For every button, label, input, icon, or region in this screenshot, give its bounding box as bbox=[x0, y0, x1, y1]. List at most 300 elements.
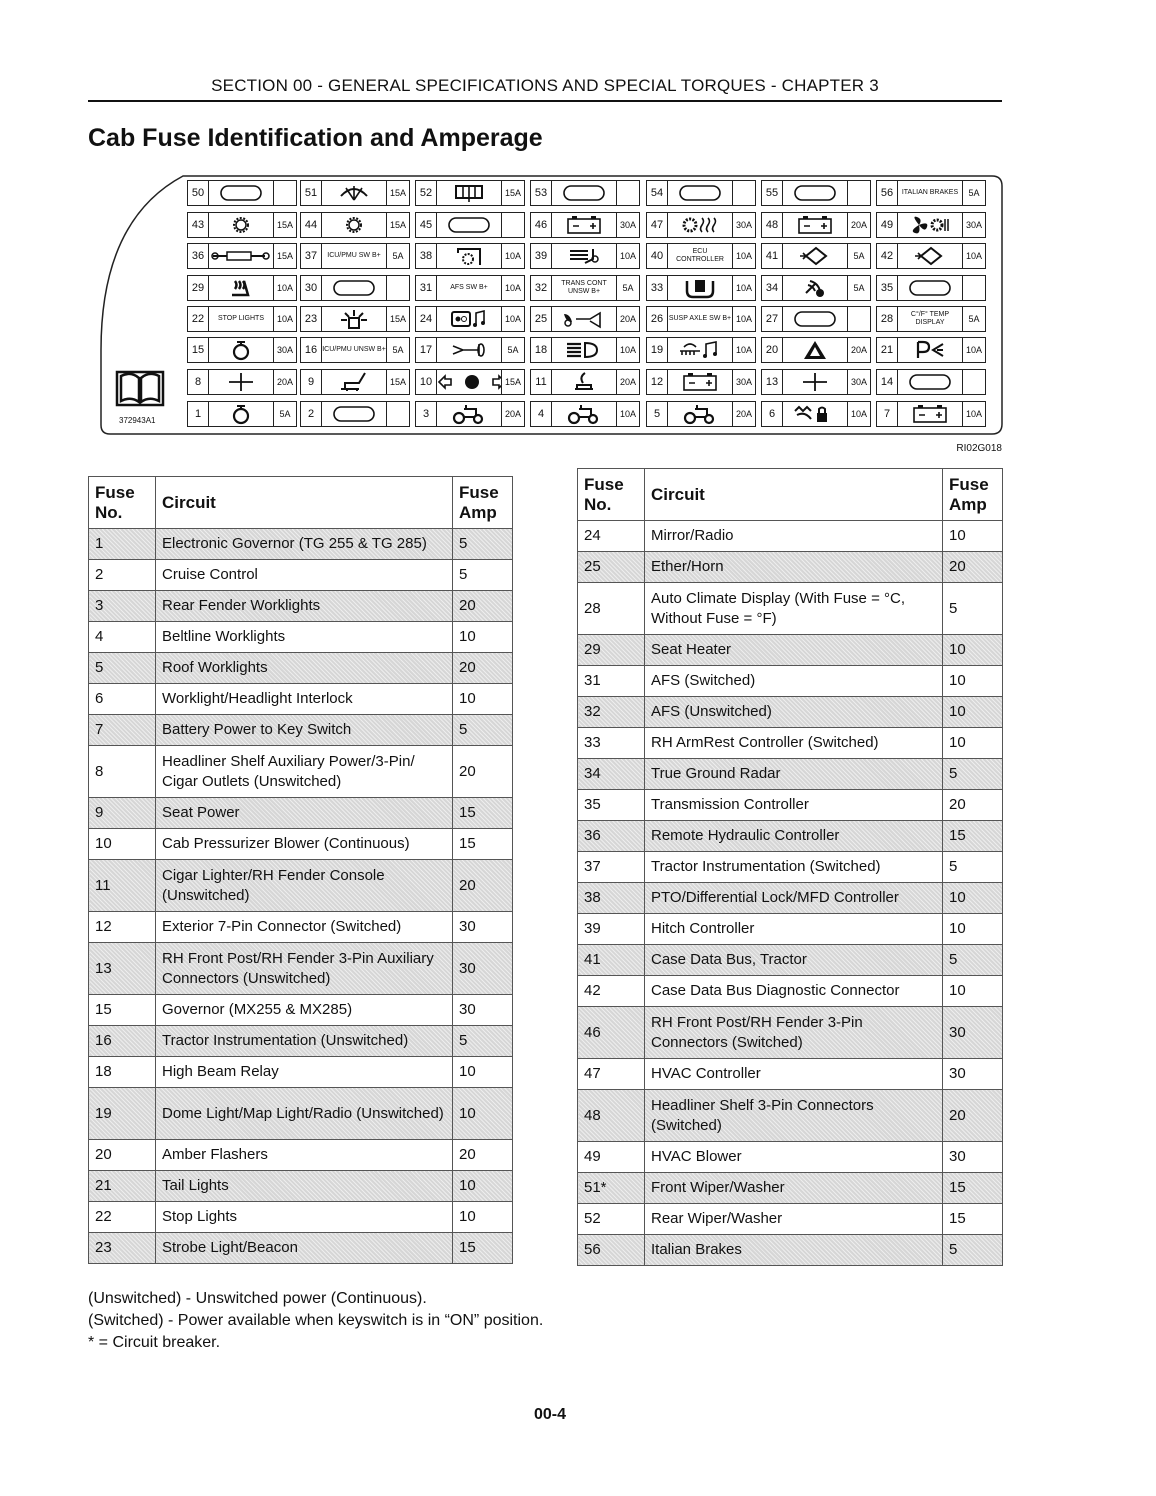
hitch-icon bbox=[437, 244, 501, 268]
table-row bbox=[89, 653, 513, 684]
fuse-number-cell: 36 bbox=[578, 821, 645, 852]
fuse-slot-label: C°/F° TEMP DISPLAY bbox=[910, 311, 950, 326]
fuse-slot-number: 31 bbox=[416, 276, 437, 300]
table-row bbox=[89, 560, 513, 591]
fuse-24-slot bbox=[415, 306, 525, 332]
fuse-slot-amperage: 20A bbox=[847, 338, 870, 362]
fuse-slot-number: 46 bbox=[531, 213, 552, 237]
fuse-number-cell: 8 bbox=[89, 746, 156, 798]
fuse-slot-number: 24 bbox=[416, 307, 437, 331]
fuse-slot-number: 55 bbox=[762, 181, 783, 205]
fuse-slot-number: 53 bbox=[531, 181, 552, 205]
fuse-34-slot bbox=[761, 275, 871, 301]
circuit-cell: Rear Wiper/Washer bbox=[645, 1204, 943, 1235]
amperage-cell: 10 bbox=[943, 635, 1003, 666]
amperage-cell: 10 bbox=[943, 976, 1003, 1007]
fuse-slot-number: 54 bbox=[647, 181, 668, 205]
fuse-slot-label: AFS SW B+ bbox=[450, 284, 488, 291]
worklight-icon bbox=[783, 402, 847, 426]
fuse-number-cell: 16 bbox=[89, 1026, 156, 1057]
amperage-cell: 10 bbox=[943, 883, 1003, 914]
fuse-number-cell: 3 bbox=[89, 591, 156, 622]
table-row bbox=[89, 860, 513, 912]
table-row bbox=[578, 728, 1003, 759]
amperage-cell: 10 bbox=[943, 697, 1003, 728]
fuse-slot-amperage: 20A bbox=[501, 402, 524, 426]
fuse-slot-amperage: 5A bbox=[962, 181, 985, 205]
table-row bbox=[578, 583, 1003, 635]
col-fuse-no: Fuse No. bbox=[89, 477, 156, 529]
fuse-slot-number: 6 bbox=[762, 402, 783, 426]
page-title: Cab Fuse Identification and Amperage bbox=[88, 124, 543, 152]
fuse-number-cell: 7 bbox=[89, 715, 156, 746]
fuse-slot-amperage: 10A bbox=[962, 244, 985, 268]
fuse-slot-number: 37 bbox=[301, 244, 322, 268]
fuse-slot-number: 34 bbox=[762, 276, 783, 300]
fuse-slot-amperage: 20A bbox=[273, 370, 296, 394]
table-row bbox=[89, 622, 513, 653]
fuse-slot-amperage: 15A bbox=[386, 370, 409, 394]
fuse-panel-diagram bbox=[0, 0, 1156, 470]
fuse-number-cell: 4 bbox=[89, 622, 156, 653]
highbeam-icon bbox=[552, 338, 616, 362]
figure-code: 372943A1 bbox=[119, 416, 156, 425]
oval-icon bbox=[783, 307, 847, 331]
fuse-slot-label: SUSP AXLE SW B+ bbox=[668, 315, 732, 322]
amperage-cell: 10 bbox=[453, 1057, 513, 1088]
manual-book-icon bbox=[117, 372, 163, 405]
fuse-slot-number: 29 bbox=[188, 276, 209, 300]
table-row bbox=[578, 521, 1003, 552]
amperage-cell: 30 bbox=[453, 943, 513, 995]
fuse-slot-number: 48 bbox=[762, 213, 783, 237]
fuse-16-slot bbox=[300, 337, 410, 363]
circuit-cell: Worklight/Headlight Interlock bbox=[156, 684, 453, 715]
fuse-slot-amperage: 5A bbox=[273, 402, 296, 426]
table-row bbox=[578, 1090, 1003, 1142]
circuit-cell: Italian Brakes bbox=[645, 1235, 943, 1266]
amperage-cell: 30 bbox=[453, 995, 513, 1026]
gear-icon bbox=[322, 213, 386, 237]
fuse-23-slot bbox=[300, 306, 410, 332]
dome-icon bbox=[668, 338, 732, 362]
fuse-15-slot bbox=[187, 337, 297, 363]
table-row bbox=[578, 945, 1003, 976]
fuse-number-cell: 31 bbox=[578, 666, 645, 697]
circuit-cell: Headliner Shelf Auxiliary Power/3-Pin/ Cigar Outlets (Unswitched) bbox=[156, 746, 453, 798]
fuse-number-cell: 19 bbox=[89, 1088, 156, 1140]
circuit-cell: Front Wiper/Washer bbox=[645, 1173, 943, 1204]
fuse-number-cell: 38 bbox=[578, 883, 645, 914]
amperage-cell: 15 bbox=[943, 1173, 1003, 1204]
amperage-cell: 20 bbox=[453, 653, 513, 684]
fuse-slot-number: 38 bbox=[416, 244, 437, 268]
fuse-slot-amperage: 15A bbox=[501, 370, 524, 394]
circuit-cell: Cigar Lighter/RH Fender Console (Unswitched) bbox=[156, 860, 453, 912]
fuse-slot-amperage: 20A bbox=[732, 402, 755, 426]
amperage-cell: 20 bbox=[453, 746, 513, 798]
fuse-slot-number: 13 bbox=[762, 370, 783, 394]
fuse-33-slot bbox=[646, 275, 756, 301]
fuse-slot-number: 2 bbox=[301, 402, 322, 426]
fuse-46-slot bbox=[530, 212, 640, 238]
fuse-number-cell: 56 bbox=[578, 1235, 645, 1266]
note-switched: (Switched) - Power available when keyswitch is in “ON” position. bbox=[88, 1312, 544, 1329]
fan-icon bbox=[898, 213, 962, 237]
table-row bbox=[578, 1204, 1003, 1235]
amperage-cell: 30 bbox=[943, 1059, 1003, 1090]
fuse-4-slot bbox=[530, 401, 640, 427]
amperage-cell: 15 bbox=[943, 1204, 1003, 1235]
fuse-slot-amperage: 15A bbox=[386, 181, 409, 205]
amperage-cell: 10 bbox=[943, 521, 1003, 552]
amperage-cell: 10 bbox=[453, 684, 513, 715]
fuse-slot-amperage: 30A bbox=[962, 213, 985, 237]
fuse-slot-amperage bbox=[386, 276, 409, 300]
amperage-cell: 20 bbox=[453, 1140, 513, 1171]
fuse-number-cell: 39 bbox=[578, 914, 645, 945]
circuit-cell: Transmission Controller bbox=[645, 790, 943, 821]
fuse-56-slot bbox=[876, 180, 986, 206]
fuse-slot-amperage: 5A bbox=[616, 276, 639, 300]
fuse-slot-number: 14 bbox=[877, 370, 898, 394]
hvac-icon bbox=[668, 213, 732, 237]
table-row bbox=[89, 1088, 513, 1140]
horn-icon bbox=[552, 307, 616, 331]
fuse-number-cell: 1 bbox=[89, 529, 156, 560]
footnotes bbox=[88, 1288, 543, 1354]
fuse-slot-amperage: 10A bbox=[732, 338, 755, 362]
fuse-21-slot bbox=[876, 337, 986, 363]
fuse-slot-number: 17 bbox=[416, 338, 437, 362]
oval-icon bbox=[322, 276, 386, 300]
fuse-slot-amperage: 10A bbox=[273, 307, 296, 331]
circuit-cell: Tail Lights bbox=[156, 1171, 453, 1202]
fuse-slot-number: 25 bbox=[531, 307, 552, 331]
fuse-slot-number: 4 bbox=[531, 402, 552, 426]
fuse-slot-number: 28 bbox=[877, 307, 898, 331]
fuse-17-slot bbox=[415, 337, 525, 363]
hydraulic-icon bbox=[209, 244, 273, 268]
fuse-slot-amperage bbox=[962, 370, 985, 394]
fuse-slot-amperage: 10A bbox=[273, 276, 296, 300]
table-row bbox=[578, 976, 1003, 1007]
tail-icon bbox=[898, 338, 962, 362]
table-row bbox=[89, 1202, 513, 1233]
circuit-cell: AFS (Unswitched) bbox=[645, 697, 943, 728]
fuse-number-cell: 34 bbox=[578, 759, 645, 790]
fuse-number-cell: 5 bbox=[89, 653, 156, 684]
fuse-number-cell: 42 bbox=[578, 976, 645, 1007]
fuse-slot-number: 20 bbox=[762, 338, 783, 362]
fuse-37-slot bbox=[300, 243, 410, 269]
fuse-47-slot bbox=[646, 212, 756, 238]
fuse-slot-number: 56 bbox=[877, 181, 898, 205]
fuse-slot-amperage: 10A bbox=[616, 244, 639, 268]
col-fuse-amp: Fuse Amp bbox=[453, 477, 513, 529]
fuse-number-cell: 37 bbox=[578, 852, 645, 883]
fuse-48-slot bbox=[761, 212, 871, 238]
fuse-41-slot bbox=[761, 243, 871, 269]
fuse-slot-amperage bbox=[847, 307, 870, 331]
fuse-slot-amperage bbox=[273, 181, 296, 205]
fuse-9-slot bbox=[300, 369, 410, 395]
table-row bbox=[578, 1059, 1003, 1090]
fuse-slot-amperage: 30A bbox=[732, 213, 755, 237]
fuse-slot-number: 9 bbox=[301, 370, 322, 394]
fuse-slot-number: 51 bbox=[301, 181, 322, 205]
fuse-number-cell: 52 bbox=[578, 1204, 645, 1235]
fuse-number-cell: 23 bbox=[89, 1233, 156, 1264]
amperage-cell: 5 bbox=[453, 529, 513, 560]
fuse-slot-amperage: 30A bbox=[847, 370, 870, 394]
fuse-slot-number: 12 bbox=[647, 370, 668, 394]
table-row bbox=[89, 529, 513, 560]
oval-icon bbox=[437, 213, 501, 237]
table-row bbox=[578, 1235, 1003, 1266]
oval-icon bbox=[322, 402, 386, 426]
circuit-cell: Battery Power to Key Switch bbox=[156, 715, 453, 746]
oval-icon bbox=[668, 181, 732, 205]
fuse-number-cell: 21 bbox=[89, 1171, 156, 1202]
fuse-slot-number: 7 bbox=[877, 402, 898, 426]
fuse-slot-amperage bbox=[847, 181, 870, 205]
col-circuit: Circuit bbox=[645, 469, 943, 521]
fuse-number-cell: 18 bbox=[89, 1057, 156, 1088]
bulb-icon bbox=[209, 402, 273, 426]
amperage-cell: 10 bbox=[943, 914, 1003, 945]
amperage-cell: 5 bbox=[943, 583, 1003, 635]
col-fuse-amp: Fuse Amp bbox=[943, 469, 1003, 521]
fuse-slot-amperage: 10A bbox=[501, 307, 524, 331]
fuse-6-slot bbox=[761, 401, 871, 427]
radio-icon bbox=[437, 307, 501, 331]
circuit-cell: Case Data Bus Diagnostic Connector bbox=[645, 976, 943, 1007]
header-rule bbox=[88, 100, 1002, 102]
circuit-cell: Remote Hydraulic Controller bbox=[645, 821, 943, 852]
circuit-cell: Seat Heater bbox=[645, 635, 943, 666]
fuse-slot-amperage: 10A bbox=[732, 244, 755, 268]
amperage-cell: 15 bbox=[453, 798, 513, 829]
fuse-number-cell: 46 bbox=[578, 1007, 645, 1059]
circuit-cell: Hitch Controller bbox=[645, 914, 943, 945]
table-row bbox=[89, 684, 513, 715]
hazard-icon bbox=[783, 338, 847, 362]
fuse-7-slot bbox=[876, 401, 986, 427]
fuse-number-cell: 13 bbox=[89, 943, 156, 995]
circuit-cell: RH Front Post/RH Fender 3-Pin Auxiliary Connectors (Unswitched) bbox=[156, 943, 453, 995]
circuit-cell: True Ground Radar bbox=[645, 759, 943, 790]
plus-icon bbox=[783, 370, 847, 394]
circuit-cell: RH ArmRest Controller (Switched) bbox=[645, 728, 943, 759]
seatheat-icon bbox=[209, 276, 273, 300]
circuit-cell: Dome Light/Map Light/Radio (Unswitched) bbox=[156, 1088, 453, 1140]
fuse-slot-number: 47 bbox=[647, 213, 668, 237]
radar-icon bbox=[783, 276, 847, 300]
horn2-icon bbox=[437, 338, 501, 362]
fuse-slot-amperage: 10A bbox=[616, 338, 639, 362]
amperage-cell: 10 bbox=[453, 1171, 513, 1202]
note-circuit-breaker: * = Circuit breaker. bbox=[88, 1334, 221, 1351]
fuse-slot-number: 16 bbox=[301, 338, 322, 362]
table-row bbox=[578, 697, 1003, 728]
fuse-number-cell: 2 bbox=[89, 560, 156, 591]
circuit-cell: Beltline Worklights bbox=[156, 622, 453, 653]
fuse-slot-amperage: 10A bbox=[962, 338, 985, 362]
fuse-number-cell: 6 bbox=[89, 684, 156, 715]
oval-icon bbox=[209, 181, 273, 205]
fuse-slot-number: 27 bbox=[762, 307, 783, 331]
fuse-slot-number: 11 bbox=[531, 370, 552, 394]
oval-icon bbox=[783, 181, 847, 205]
circuit-cell: Roof Worklights bbox=[156, 653, 453, 684]
fuse-slot-amperage: 30A bbox=[273, 338, 296, 362]
fuse-panel-outline bbox=[0, 0, 1156, 470]
fuse-slot-label: TRANS CONT UNSW B+ bbox=[561, 280, 607, 295]
fuse-number-cell: 25 bbox=[578, 552, 645, 583]
gear-icon bbox=[209, 213, 273, 237]
fuse-number-cell: 12 bbox=[89, 912, 156, 943]
fuse-slot-number: 1 bbox=[188, 402, 209, 426]
fuse-55-slot bbox=[761, 180, 871, 206]
fuse-slot-amperage bbox=[962, 276, 985, 300]
fuse-number-cell: 32 bbox=[578, 697, 645, 728]
fuse-table-left bbox=[88, 476, 513, 1264]
fuse-slot-label: ECU CONTROLLER bbox=[676, 248, 724, 263]
table-row bbox=[578, 883, 1003, 914]
fuse-2-slot bbox=[300, 401, 410, 427]
fuse-slot-number: 5 bbox=[647, 402, 668, 426]
fuse-number-cell: 20 bbox=[89, 1140, 156, 1171]
blower-icon bbox=[437, 370, 501, 394]
fuse-45-slot bbox=[415, 212, 525, 238]
fuse-number-cell: 29 bbox=[578, 635, 645, 666]
table-row bbox=[89, 1026, 513, 1057]
fuse-40-slot bbox=[646, 243, 756, 269]
fuse-29-slot bbox=[187, 275, 297, 301]
fuse-slot-amperage: 10A bbox=[732, 276, 755, 300]
fuse-slot-amperage: 10A bbox=[616, 402, 639, 426]
amperage-cell: 10 bbox=[453, 1202, 513, 1233]
circuit-cell: Governor (MX255 & MX285) bbox=[156, 995, 453, 1026]
fuse-12-slot bbox=[646, 369, 756, 395]
amperage-cell: 20 bbox=[453, 860, 513, 912]
fuse-slot-amperage: 15A bbox=[501, 181, 524, 205]
fuse-25-slot bbox=[530, 306, 640, 332]
circuit-cell: Case Data Bus, Tractor bbox=[645, 945, 943, 976]
col-circuit: Circuit bbox=[156, 477, 453, 529]
fuse-number-cell: 24 bbox=[578, 521, 645, 552]
fuse-number-cell: 48 bbox=[578, 1090, 645, 1142]
circuit-cell: RH Front Post/RH Fender 3-Pin Connectors (Switched) bbox=[645, 1007, 943, 1059]
fuse-slot-number: 8 bbox=[188, 370, 209, 394]
circuit-cell: Strobe Light/Beacon bbox=[156, 1233, 453, 1264]
figure-reference: RI02G018 bbox=[956, 443, 1002, 454]
circuit-cell: PTO/Differential Lock/MFD Controller bbox=[645, 883, 943, 914]
table-row bbox=[89, 746, 513, 798]
fuse-slot-number: 50 bbox=[188, 181, 209, 205]
fuse-slot-amperage: 10A bbox=[732, 307, 755, 331]
fuse-number-cell: 9 bbox=[89, 798, 156, 829]
fuse-number-cell: 28 bbox=[578, 583, 645, 635]
fuse-slot-number: 23 bbox=[301, 307, 322, 331]
circuit-cell: Exterior 7-Pin Connector (Switched) bbox=[156, 912, 453, 943]
fuse-slot-number: 52 bbox=[416, 181, 437, 205]
table-row bbox=[89, 1171, 513, 1202]
fuse-slot-number: 43 bbox=[188, 213, 209, 237]
fuse-36-slot bbox=[187, 243, 297, 269]
amperage-cell: 5 bbox=[453, 715, 513, 746]
fuse-38-slot bbox=[415, 243, 525, 269]
fuse-slot-number: 39 bbox=[531, 244, 552, 268]
fuse-slot-amperage bbox=[616, 181, 639, 205]
fuse-slot-number: 10 bbox=[416, 370, 437, 394]
fuse-slot-number: 40 bbox=[647, 244, 668, 268]
battery-icon bbox=[783, 213, 847, 237]
table-row bbox=[89, 943, 513, 995]
fuse-42-slot bbox=[876, 243, 986, 269]
fuse-slot-number: 42 bbox=[877, 244, 898, 268]
fuse-32-slot bbox=[530, 275, 640, 301]
circuit-cell: Auto Climate Display (With Fuse = °C, Without Fuse = °F) bbox=[645, 583, 943, 635]
fuse-30-slot bbox=[300, 275, 410, 301]
plus-icon bbox=[209, 370, 273, 394]
fuse-11-slot bbox=[530, 369, 640, 395]
fuse-number-cell: 33 bbox=[578, 728, 645, 759]
fuse-52-slot bbox=[415, 180, 525, 206]
fuse-number-cell: 51* bbox=[578, 1173, 645, 1204]
fuse-20-slot bbox=[761, 337, 871, 363]
fuse-number-cell: 35 bbox=[578, 790, 645, 821]
page-number: 00-4 bbox=[533, 1406, 567, 1423]
fuse-slot-number: 49 bbox=[877, 213, 898, 237]
fuse-51-slot bbox=[300, 180, 410, 206]
table-row bbox=[578, 666, 1003, 697]
table-row bbox=[89, 995, 513, 1026]
note-unswitched: (Unswitched) - Unswitched power (Continuous). bbox=[88, 1290, 427, 1307]
amperage-cell: 5 bbox=[943, 852, 1003, 883]
table-row bbox=[89, 591, 513, 622]
circuit-cell: Tractor Instrumentation (Unswitched) bbox=[156, 1026, 453, 1057]
fuse-13-slot bbox=[761, 369, 871, 395]
fuse-53-slot bbox=[530, 180, 640, 206]
fuse-slot-amperage: 5A bbox=[501, 338, 524, 362]
fuse-35-slot bbox=[876, 275, 986, 301]
table-row bbox=[578, 635, 1003, 666]
amperage-cell: 20 bbox=[943, 790, 1003, 821]
battery-icon bbox=[552, 213, 616, 237]
circuit-cell: HVAC Controller bbox=[645, 1059, 943, 1090]
wiper-front-icon bbox=[322, 181, 386, 205]
fuse-slot-amperage: 10A bbox=[847, 402, 870, 426]
circuit-cell: Ether/Horn bbox=[645, 552, 943, 583]
fuse-slot-number: 45 bbox=[416, 213, 437, 237]
beacon-icon bbox=[322, 307, 386, 331]
fuse-39-slot bbox=[530, 243, 640, 269]
fuse-slot-amperage: 10A bbox=[501, 244, 524, 268]
fuse-slot-amperage: 5A bbox=[962, 307, 985, 331]
fuse-54-slot bbox=[646, 180, 756, 206]
amperage-cell: 15 bbox=[943, 821, 1003, 852]
table-row bbox=[578, 759, 1003, 790]
fuse-slot-amperage bbox=[386, 402, 409, 426]
fuse-slot-amperage: 20A bbox=[616, 370, 639, 394]
table-row bbox=[578, 1142, 1003, 1173]
fuse-slot-label: ITALIAN BRAKES bbox=[901, 189, 959, 196]
table-row bbox=[578, 1007, 1003, 1059]
amperage-cell: 20 bbox=[943, 1090, 1003, 1142]
fuse-slot-number: 41 bbox=[762, 244, 783, 268]
